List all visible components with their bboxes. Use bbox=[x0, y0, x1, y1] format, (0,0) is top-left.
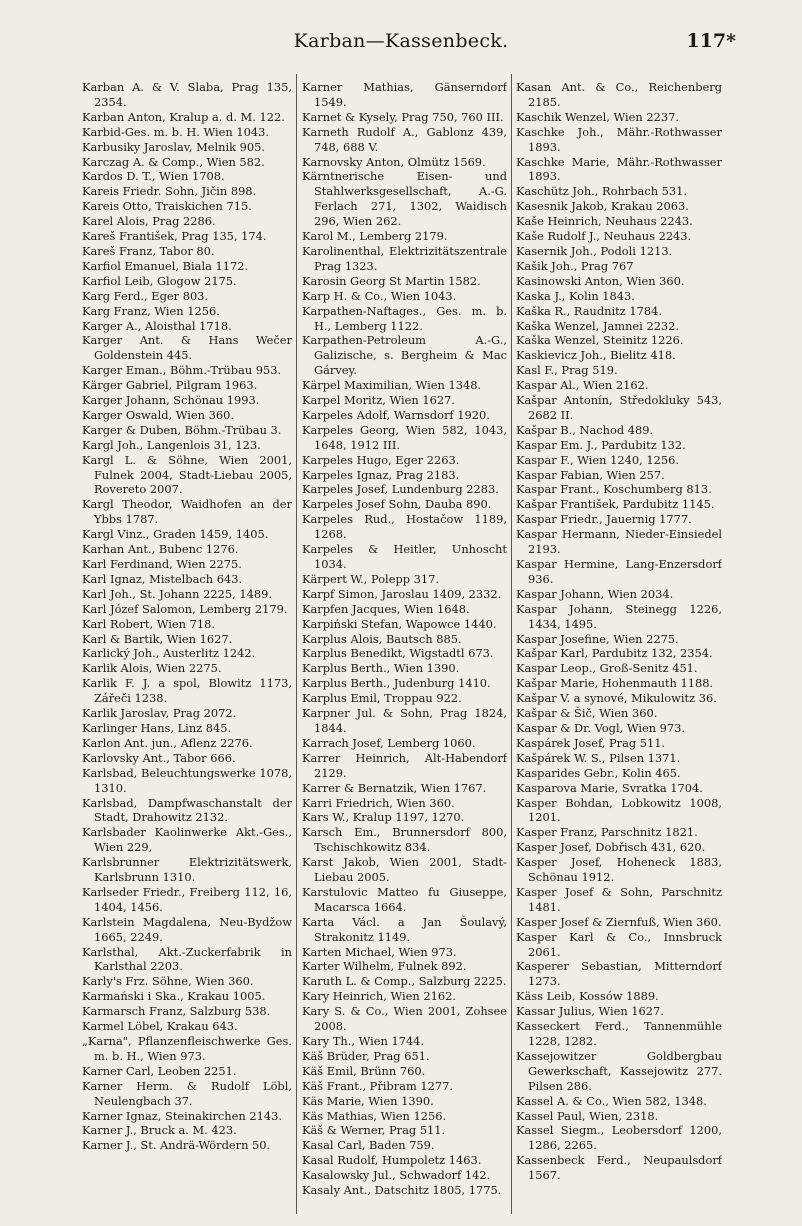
directory-entry: Kareis Friedr. Sohn, Jičin 898. bbox=[82, 184, 257, 199]
directory-entry: Karpathen-Naftages., Ges. m. b. H., Lemberg 1122. bbox=[302, 303, 507, 333]
directory-entry: Karlsbader Kaolinwerke Akt.-Ges., Wien 229, bbox=[82, 825, 292, 855]
directory-entry: Kaspar F., Wien 1240, 1256. bbox=[516, 452, 679, 467]
directory-entry: Kassejowitzer Goldbergbau Gewerkschaft, Kassejowitz 277. Pilsen 286. bbox=[516, 1048, 722, 1093]
directory-entry: Karban A. & V. Slaba, Prag 135, 2354. bbox=[82, 80, 292, 109]
directory-entry: Kaspar Fabian, Wien 257. bbox=[516, 467, 665, 482]
directory-entry: Karner J., Bruck a. M. 423. bbox=[82, 1123, 237, 1138]
directory-column-3 bbox=[516, 80, 722, 1210]
directory-entry: Kasesnik Jakob, Krakau 2063. bbox=[516, 199, 689, 214]
directory-entry: Karpfen Jacques, Wien 1648. bbox=[302, 601, 470, 616]
directory-entry: Kaše Heinrich, Neuhaus 2243. bbox=[516, 214, 693, 229]
directory-entry: Karfiol Emanuel, Biala 1172. bbox=[82, 258, 249, 273]
directory-entry: Karlik Alois, Wien 2275. bbox=[82, 661, 222, 676]
directory-entry: Kary Th., Wien 1744. bbox=[302, 1034, 425, 1048]
directory-entry: Karlsthal, Akt.-Zuckerfabrik in Karlsthal 2203. bbox=[82, 944, 292, 974]
directory-entry: Kaspar Hermann, Nieder-Einsiedel 2193. bbox=[516, 527, 722, 557]
directory-entry: Karrer & Bernatzik, Wien 1767. bbox=[302, 780, 487, 795]
directory-entry: Karrach Josef, Lemberg 1060. bbox=[302, 735, 476, 750]
directory-entry: Karner Carl, Leoben 2251. bbox=[82, 1063, 237, 1078]
directory-entry: Karpeles Ignaz, Prag 2183. bbox=[302, 467, 460, 482]
directory-column-2 bbox=[302, 80, 507, 1210]
directory-entry: Kaspar Johann, Steinegg 1226, 1434, 1495. bbox=[516, 601, 722, 631]
directory-entry: Kaspar Hermine, Lang-Enzersdorf 936. bbox=[516, 557, 722, 586]
directory-entry: Karplus Berth., Wien 1390. bbox=[302, 661, 460, 676]
directory-entry: Kareš Franz, Tabor 80. bbox=[82, 243, 215, 258]
directory-entry: Karpeles & Heitler, Unhoscht 1034. bbox=[302, 542, 507, 571]
directory-entry: Karlseder Friedr., Freiberg 112, 16, 1404, 1456. bbox=[82, 884, 292, 914]
directory-entry: Karta Václ. a Jan Šoulavý, Strakonitz 1149. bbox=[302, 914, 507, 944]
directory-entry: Karl Ignaz, Mistelbach 643. bbox=[82, 571, 243, 586]
directory-entry: Kašpar Marie, Hohenmauth 1188. bbox=[516, 676, 714, 691]
directory-entry: Karosin Georg St Martin 1582. bbox=[302, 273, 481, 288]
directory-entry: Karl Joh., St. Johann 2225, 1489. bbox=[82, 586, 272, 601]
directory-entry: Kasan Ant. & Co., Reichenberg 2185. bbox=[516, 80, 722, 109]
directory-entry: Kašpar František, Pardubitz 1145. bbox=[516, 497, 715, 512]
directory-entry: Kargl Vinz., Graden 1459, 1405. bbox=[82, 527, 269, 542]
directory-entry: Karrer Heinrich, Alt-Habendorf 2129. bbox=[302, 750, 507, 780]
directory-entry: Karplus Benedikt, Wigstadtl 673. bbox=[302, 646, 494, 661]
directory-entry: Kašpárek W. S., Pilsen 1371. bbox=[516, 750, 681, 765]
directory-entry: Karfiol Leib, Glogow 2175. bbox=[82, 273, 237, 288]
directory-entry: Kärntnerische Eisen- und Stahlwerksgesellschaft, A.-G. Ferlach 271, 1302, Waidisch 296, Wien 262. bbox=[302, 169, 507, 229]
directory-entry: Karl & Bartik, Wien 1627. bbox=[82, 631, 233, 646]
directory-entry: Kaška R., Raudnitz 1784. bbox=[516, 303, 662, 318]
directory-entry: Kaschke Joh., Mähr.-Rothwasser 1893. bbox=[516, 124, 722, 154]
directory-entry: Karolinenthal, Elektrizitätszentrale Prag 1323. bbox=[302, 243, 507, 273]
directory-entry: Kasaly Ant., Datschitz 1805, 1775. bbox=[302, 1183, 502, 1198]
directory-entry: Kasper Karl & Co., Innsbruck 2061. bbox=[516, 929, 722, 959]
directory-entry: Karg Franz, Wien 1256. bbox=[82, 303, 220, 318]
directory-entry: Karplus Emil, Troppau 922. bbox=[302, 691, 462, 706]
directory-entry: Kaspar Johann, Wien 2034. bbox=[516, 586, 674, 601]
directory-entry: Käš & Werner, Prag 511. bbox=[302, 1123, 446, 1138]
directory-entry: Kasseckert Ferd., Tannenmühle 1228, 1282. bbox=[516, 1019, 722, 1048]
directory-entry: Kašpar & Šič, Wien 360. bbox=[516, 706, 658, 721]
directory-entry: Kašpar V. a synové, Mikulowitz 36. bbox=[516, 691, 717, 706]
directory-entry: Käš Emil, Brünn 760. bbox=[302, 1063, 426, 1078]
directory-entry: Käš Frant., Přibram 1277. bbox=[302, 1078, 453, 1093]
directory-entry: Kaspar Josefine, Wien 2275. bbox=[516, 631, 679, 646]
directory-entry: Karl Ferdinand, Wien 2275. bbox=[82, 557, 242, 571]
directory-entry: Kaspárek Josef, Prag 511. bbox=[516, 735, 666, 750]
directory-entry: Karger & Duben, Böhm.-Trübau 3. bbox=[82, 422, 282, 437]
directory-entry: Kasal Rudolf, Humpoletz 1463. bbox=[302, 1153, 482, 1168]
directory-entry: Karlsbrunner Elektrizitätswerk, Karlsbrunn 1310. bbox=[82, 855, 292, 885]
directory-entry: Karten Michael, Wien 973. bbox=[302, 944, 457, 959]
directory-entry: Karner Ignaz, Steinakirchen 2143. bbox=[82, 1108, 282, 1123]
directory-entry: Karlon Ant. jun., Aflenz 2276. bbox=[82, 735, 253, 750]
directory-entry: Kärpel Maximilian, Wien 1348. bbox=[302, 378, 482, 393]
directory-entry: Kasper Josef, Hoheneck 1883, Schönau 1912. bbox=[516, 855, 722, 885]
directory-entry: Karger A., Aloisthal 1718. bbox=[82, 318, 232, 333]
directory-entry: Karpf Simon, Jaroslau 1409, 2332. bbox=[302, 586, 502, 601]
directory-entry: Karpeles Rud., Hostačow 1189, 1268. bbox=[302, 512, 507, 542]
directory-entry: Karpeles Adolf, Warnsdorf 1920. bbox=[302, 407, 490, 422]
directory-entry: Karel Alois, Prag 2286. bbox=[82, 214, 216, 229]
directory-entry: Kaspar Friedr., Jauernig 1777. bbox=[516, 512, 692, 527]
directory-entry: Kary Heinrich, Wien 2162. bbox=[302, 989, 456, 1004]
directory-entry: Kasalowsky Jul., Schwadorf 142. bbox=[302, 1168, 491, 1183]
directory-entry: Karpathen-Petroleum A.-G., Galizische, s. Bergheim & Mac Gárvey. bbox=[302, 333, 507, 378]
directory-entry: Kassel A. & Co., Wien 582, 1348. bbox=[516, 1093, 707, 1108]
directory-entry: Kary S. & Co., Wien 2001, Zohsee 2008. bbox=[302, 1004, 507, 1034]
column-divider-1 bbox=[296, 74, 297, 1214]
directory-entry: Kaspar Frant., Koschumberg 813. bbox=[516, 482, 712, 497]
directory-entry: Karlik Jaroslav, Prag 2072. bbox=[82, 706, 237, 721]
running-title: Karban—Kassenbeck. bbox=[293, 30, 509, 52]
directory-entry: Karner Mathias, Gänserndorf 1549. bbox=[302, 80, 507, 109]
directory-entry: Karmel Löbel, Krakau 643. bbox=[82, 1019, 238, 1034]
directory-entry: Karner J., St. Andrä-Wördern 50. bbox=[82, 1138, 271, 1153]
directory-entry: Karlovsky Ant., Tabor 666. bbox=[82, 750, 236, 765]
directory-entry: Kaše Rudolf J., Neuhaus 2243. bbox=[516, 229, 692, 244]
directory-column-1 bbox=[82, 80, 292, 1210]
directory-entry: Kašpar Karl, Pardubitz 132, 2354. bbox=[516, 646, 713, 661]
directory-entry: Karpeles Hugo, Eger 2263. bbox=[302, 452, 460, 467]
directory-entry: Karger Eman., Böhm.-Trübau 953. bbox=[82, 363, 282, 378]
directory-entry: Kaschke Marie, Mähr.-Rothwasser 1893. bbox=[516, 154, 722, 184]
directory-entry: Karger Johann, Schönau 1993. bbox=[82, 393, 260, 408]
directory-entry: Karpeles Georg, Wien 582, 1043, 1648, 1912 III. bbox=[302, 422, 507, 452]
directory-entry: Kargl L. & Söhne, Wien 2001, Fulnek 2004, Stadt-Liebau 2005, Rovereto 2007. bbox=[82, 452, 292, 497]
page-number: 117* bbox=[686, 30, 736, 52]
directory-entry: Kars W., Kralup 1197, 1270. bbox=[302, 810, 465, 825]
directory-entry: Kaskievicz Joh., Bielitz 418. bbox=[516, 348, 676, 363]
directory-entry: Karmarsch Franz, Salzburg 538. bbox=[82, 1004, 271, 1019]
directory-entry: Kassel Siegm., Leobersdorf 1200, 1286, 2265. bbox=[516, 1123, 722, 1153]
directory-entry: Karter Wilhelm, Fulnek 892. bbox=[302, 959, 467, 974]
directory-entry: Kašpar Antonín, Středokluky 543, 2682 II. bbox=[516, 393, 722, 422]
directory-entry: Karstulovic Matteo fu Giuseppe, Macarsca 1664. bbox=[302, 884, 507, 914]
directory-entry: Karuth L. & Comp., Salzburg 2225. bbox=[302, 974, 507, 989]
directory-entry: Karger Ant. & Hans Wečer Goldenstein 445. bbox=[82, 333, 292, 363]
directory-entry: Käš Brüder, Prag 651. bbox=[302, 1048, 430, 1063]
directory-entry: Kasernik Joh., Podoli 1213. bbox=[516, 243, 673, 258]
directory-entry: Karpeles Josef Sohn, Dauba 890. bbox=[302, 497, 492, 512]
page-header bbox=[0, 30, 802, 60]
directory-entry: Karpeles Josef, Lundenburg 2283. bbox=[302, 482, 499, 497]
directory-entry: Karpel Moritz, Wien 1627. bbox=[302, 393, 455, 408]
directory-entry: Karneth Rudolf A., Gablonz 439, 748, 688 V. bbox=[302, 124, 507, 154]
directory-entry: Kaschik Wenzel, Wien 2237. bbox=[516, 109, 679, 124]
directory-entry: Karplus Berth., Judenburg 1410. bbox=[302, 676, 491, 691]
directory-entry: Karp H. & Co., Wien 1043. bbox=[302, 288, 457, 303]
directory-entry: Karmański i Ska., Krakau 1005. bbox=[82, 989, 266, 1004]
directory-entry: Karlsbad, Dampfwaschanstalt der Stadt, Drahowitz 2132. bbox=[82, 795, 292, 825]
directory-entry: Karly's Frz. Söhne, Wien 360. bbox=[82, 974, 254, 989]
directory-entry: Kargl Theodor, Waidhofen an der Ybbs 1787. bbox=[82, 497, 292, 527]
directory-entry: Karpiński Stefan, Wapowce 1440. bbox=[302, 616, 497, 631]
directory-entry: Karger Oswald, Wien 360. bbox=[82, 407, 234, 422]
directory-entry: Kasper Bohdan, Lobkowitz 1008, 1201. bbox=[516, 795, 722, 825]
directory-entry: Kaška Wenzel, Jamnei 2232. bbox=[516, 318, 680, 333]
directory-entry: Kaschütz Joh., Rohrbach 531. bbox=[516, 184, 688, 199]
directory-entry: Kasper Josef & Sohn, Parschnitz 1481. bbox=[516, 884, 722, 914]
directory-entry: Karlický Joh., Austerlitz 1242. bbox=[82, 646, 256, 661]
directory-entry: Kasparova Marie, Svratka 1704. bbox=[516, 780, 703, 795]
directory-entry: Karpner Jul. & Sohn, Prag 1824, 1844. bbox=[302, 706, 507, 735]
directory-entry: Karnet & Kysely, Prag 750, 760 III. bbox=[302, 109, 504, 124]
directory-entry: Karl Robert, Wien 718. bbox=[82, 616, 215, 631]
directory-entry: Kasal Carl, Baden 759. bbox=[302, 1138, 435, 1153]
directory-entry: Karlinger Hans, Linz 845. bbox=[82, 720, 232, 735]
directory-entry: Kareš František, Prag 135, 174. bbox=[82, 229, 267, 244]
directory-entry: Karst Jakob, Wien 2001, Stadt-Liebau 2005. bbox=[302, 855, 507, 885]
directory-entry: Karplus Alois, Bautsch 885. bbox=[302, 631, 462, 646]
directory-entry: Karsch Em., Brunnersdorf 800, Tschischkowitz 834. bbox=[302, 825, 507, 855]
directory-entry: Karbusiky Jaroslav, Melnik 905. bbox=[82, 139, 265, 154]
directory-entry: Kasper Franz, Parschnitz 1821. bbox=[516, 825, 698, 840]
directory-entry: Käs Mathias, Wien 1256. bbox=[302, 1108, 447, 1123]
directory-entry: Karlsbad, Beleuchtungswerke 1078, 1310. bbox=[82, 765, 292, 795]
directory-entry: Kasinowski Anton, Wien 360. bbox=[516, 273, 685, 288]
directory-entry: Karlik F. J. a spol, Blowitz 1173, Zářeči 1238. bbox=[82, 676, 292, 706]
directory-entry: Karner Herm. & Rudolf Löbl, Neulengbach 37. bbox=[82, 1078, 292, 1108]
directory-entry: Karol M., Lemberg 2179. bbox=[302, 229, 448, 244]
directory-entry: Karban Anton, Kralup a. d. M. 122. bbox=[82, 109, 285, 124]
directory-entry: Karbid-Ges. m. b. H. Wien 1043. bbox=[82, 124, 269, 139]
directory-entry: Karl Józef Salomon, Lemberg 2179. bbox=[82, 601, 288, 616]
directory-entry: Karhan Ant., Bubenc 1276. bbox=[82, 542, 239, 557]
directory-entry: Kareis Otto, Traiskichen 715. bbox=[82, 199, 252, 214]
directory-entry: Kasparides Gebr., Kolin 465. bbox=[516, 765, 681, 780]
directory-entry: Kaska J., Kolin 1843. bbox=[516, 288, 635, 303]
directory-entry: Kaspar Em. J., Pardubitz 132. bbox=[516, 437, 686, 452]
directory-entry: Kaspar Al., Wien 2162. bbox=[516, 378, 649, 393]
directory-entry: Karczag A. & Comp., Wien 582. bbox=[82, 154, 265, 169]
directory-entry: „Karna", Pflanzenfleischwerke Ges. m. b. H., Wien 973. bbox=[82, 1034, 292, 1063]
directory-entry: Kašik Joh., Prag 767 bbox=[516, 258, 634, 273]
directory-entry: Karri Friedrich, Wien 360. bbox=[302, 795, 455, 810]
directory-entry: Käss Leib, Kossów 1889. bbox=[516, 989, 659, 1004]
directory-entry: Kaspar Leop., Groß-Senitz 451. bbox=[516, 661, 698, 676]
column-divider-2 bbox=[511, 74, 512, 1214]
directory-entry: Kassel Paul, Wien, 2318. bbox=[516, 1108, 659, 1123]
directory-entry: Karg Ferd., Eger 803. bbox=[82, 288, 209, 303]
directory-entry: Kasl F., Prag 519. bbox=[516, 363, 618, 378]
directory-entry: Kasper Josef & Ziernfuß, Wien 360. bbox=[516, 914, 722, 929]
directory-entry: Kardos D. T., Wien 1708. bbox=[82, 169, 225, 184]
directory-entry: Kargl Joh., Langenlois 31, 123. bbox=[82, 437, 261, 452]
directory-entry: Karnovsky Anton, Olmütz 1569. bbox=[302, 154, 486, 169]
directory-entry: Kassenbeck Ferd., Neupaulsdorf 1567. bbox=[516, 1153, 722, 1183]
directory-entry: Karlstein Magdalena, Neu-Bydžow 1665, 2249. bbox=[82, 914, 292, 944]
directory-entry: Kärger Gabriel, Pilgram 1963. bbox=[82, 378, 258, 393]
directory-entry: Kasper Josef, Dobřisch 431, 620. bbox=[516, 840, 706, 855]
directory-entry: Kaspar & Dr. Vogl, Wien 973. bbox=[516, 720, 686, 735]
directory-entry: Kašpar B., Nachod 489. bbox=[516, 422, 654, 437]
directory-entry: Kaška Wenzel, Steinitz 1226. bbox=[516, 333, 684, 348]
directory-entry: Kasperer Sebastian, Mitterndorf 1273. bbox=[516, 959, 722, 989]
directory-entry: Kärpert W., Polepp 317. bbox=[302, 571, 440, 586]
directory-entry: Kassar Julius, Wien 1627. bbox=[516, 1004, 664, 1019]
directory-entry: Käs Marie, Wien 1390. bbox=[302, 1093, 434, 1108]
